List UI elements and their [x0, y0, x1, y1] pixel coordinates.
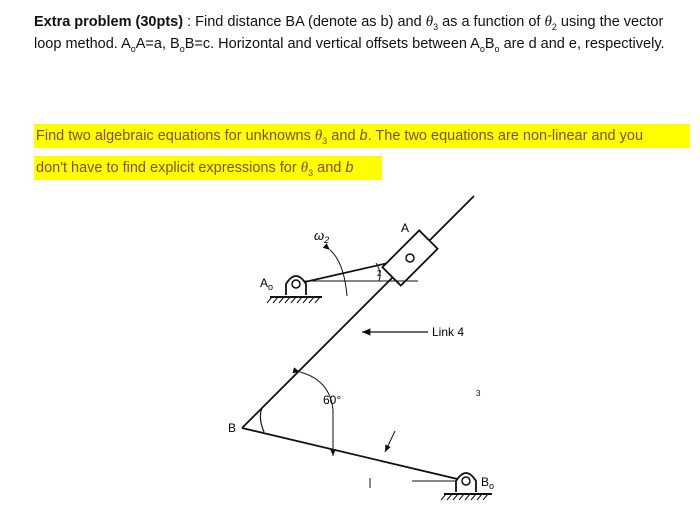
pin-A [406, 254, 414, 262]
problem-text-3: using the vector loop method. A [34, 14, 664, 52]
hl-theta3-symbol: θ [314, 128, 323, 144]
hl-text-1c: b [359, 128, 368, 144]
theta3-symbol: θ [425, 14, 434, 30]
hl-text-2c: b [345, 160, 354, 176]
sub-2: 2 [551, 22, 557, 32]
link3-bar [242, 428, 466, 481]
sub-o-3: o [479, 44, 485, 54]
problem-text-1: : Find distance BA (denote as b) and [183, 14, 426, 30]
label-link4: Link 4 [432, 325, 465, 339]
label-3: 3 [476, 389, 481, 398]
label-B: B [228, 421, 237, 435]
hl-theta3-symbol-2: θ [300, 160, 309, 176]
hl-text-1b: and [327, 128, 360, 144]
hl-sub-3: 3 [322, 136, 328, 146]
hl-text-2b: and [313, 160, 346, 176]
label-2: 2 [377, 269, 382, 278]
label-omega2: $\omega_2$ [314, 228, 330, 245]
sub-3: 3 [433, 22, 439, 32]
link3-pointer [385, 431, 395, 452]
label-A: A [401, 221, 410, 235]
sub-o-4: o [494, 44, 500, 54]
problem-text-4: A=a, B [135, 36, 180, 52]
hl-text-1d: . The two equations are non-linear and you [367, 128, 644, 144]
hl-text-1a: Find two algebraic equations for unknowns [36, 128, 315, 144]
problem-text-6: B [484, 36, 495, 52]
sub-o-2: o [179, 44, 185, 54]
label-B0: $B_o$ [481, 475, 495, 491]
hl-text-2a: don't have to find explicit expressions for [36, 160, 301, 176]
hl-sub-3-2: 3 [308, 168, 314, 178]
problem-heading: Extra problem (30pts) [34, 14, 184, 30]
problem-text-7: are d and e, respectively. [499, 36, 665, 52]
problem-text-2: as a function of [438, 14, 545, 30]
link4-rod [242, 196, 474, 428]
angle-arc-B [260, 408, 264, 432]
problem-text-5: B=c. Horizontal and vertical offsets between A [184, 36, 480, 52]
label-60deg: 60° [323, 393, 342, 407]
theta2-symbol: θ [544, 14, 552, 30]
label-A0: $A_o$ [260, 276, 274, 292]
sub-o-1: o [130, 44, 136, 54]
